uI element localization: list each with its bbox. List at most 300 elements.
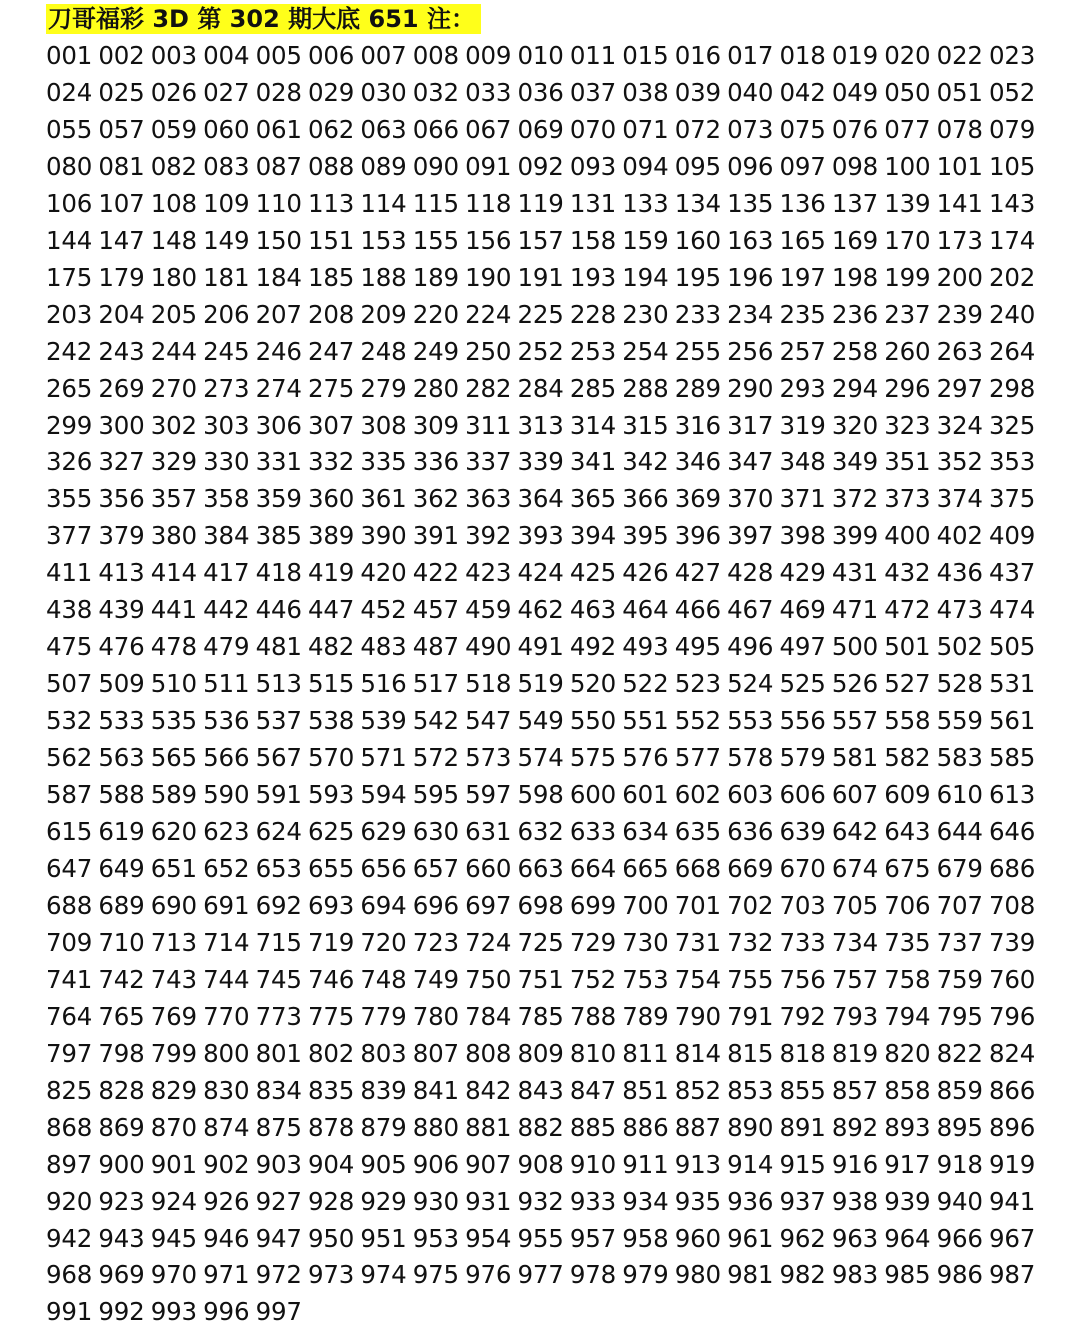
lottery-number: 734 bbox=[831, 927, 879, 957]
lottery-number: 139 bbox=[884, 188, 931, 218]
lottery-number: 643 bbox=[884, 817, 931, 847]
lottery-number: 264 bbox=[989, 336, 1036, 366]
lottery-number: 551 bbox=[622, 706, 669, 736]
number-row bbox=[46, 112, 1046, 149]
lottery-number: 902 bbox=[203, 1149, 250, 1179]
lottery-number: 562 bbox=[46, 743, 93, 773]
lottery-number: 601 bbox=[622, 780, 669, 810]
lottery-number: 743 bbox=[150, 964, 197, 994]
number-row bbox=[46, 1294, 1046, 1331]
lottery-number: 017 bbox=[727, 41, 774, 70]
lottery-number: 155 bbox=[412, 225, 459, 255]
lottery-number: 006 bbox=[307, 41, 355, 70]
lottery-number: 284 bbox=[517, 373, 564, 403]
lottery-number: 464 bbox=[622, 595, 669, 625]
lottery-number: 691 bbox=[203, 890, 250, 920]
lottery-number: 194 bbox=[622, 262, 669, 292]
lottery-number: 571 bbox=[360, 743, 407, 773]
lottery-number: 731 bbox=[674, 927, 721, 957]
lottery-number: 113 bbox=[307, 188, 355, 218]
lottery-number: 696 bbox=[412, 890, 459, 920]
lottery-number: 496 bbox=[727, 632, 774, 662]
lottery-number: 426 bbox=[622, 558, 669, 588]
lottery-number: 955 bbox=[517, 1223, 564, 1253]
lottery-number: 491 bbox=[517, 632, 564, 662]
lottery-number: 236 bbox=[831, 299, 879, 329]
lottery-number: 943 bbox=[98, 1223, 145, 1253]
number-row bbox=[46, 851, 1046, 888]
lottery-number: 527 bbox=[884, 669, 931, 699]
lottery-number: 269 bbox=[98, 373, 145, 403]
lottery-number: 188 bbox=[360, 262, 407, 292]
lottery-number: 033 bbox=[465, 77, 512, 107]
lottery-number: 765 bbox=[98, 1001, 145, 1031]
lottery-number: 391 bbox=[412, 521, 459, 551]
lottery-number: 646 bbox=[989, 817, 1036, 847]
number-row bbox=[46, 334, 1046, 371]
lottery-number: 175 bbox=[46, 262, 93, 292]
lottery-number: 402 bbox=[936, 521, 983, 551]
lottery-number: 725 bbox=[517, 927, 564, 957]
lottery-number: 317 bbox=[727, 410, 774, 440]
lottery-number: 576 bbox=[622, 743, 669, 773]
lottery-number: 330 bbox=[203, 447, 250, 477]
lottery-number: 061 bbox=[255, 114, 302, 144]
number-row bbox=[46, 999, 1046, 1036]
lottery-number: 595 bbox=[412, 780, 459, 810]
lottery-number: 950 bbox=[307, 1223, 355, 1253]
lottery-number: 803 bbox=[360, 1038, 407, 1068]
lottery-number: 273 bbox=[203, 373, 250, 403]
lottery-number: 613 bbox=[989, 780, 1036, 810]
lottery-number: 715 bbox=[255, 927, 302, 957]
lottery-number: 297 bbox=[936, 373, 983, 403]
lottery-number: 355 bbox=[46, 484, 93, 514]
lottery-number: 615 bbox=[46, 817, 93, 847]
lottery-number: 184 bbox=[255, 262, 302, 292]
lottery-number: 908 bbox=[517, 1149, 564, 1179]
lottery-number: 875 bbox=[255, 1112, 302, 1142]
lottery-number: 780 bbox=[412, 1001, 459, 1031]
lottery-number: 134 bbox=[674, 188, 721, 218]
lottery-number: 851 bbox=[622, 1075, 669, 1105]
lottery-number: 577 bbox=[674, 743, 721, 773]
lottery-number: 079 bbox=[989, 114, 1036, 144]
lottery-number: 796 bbox=[989, 1001, 1036, 1031]
lottery-number: 567 bbox=[255, 743, 302, 773]
lottery-number: 244 bbox=[150, 336, 197, 366]
lottery-number: 954 bbox=[465, 1223, 512, 1253]
lottery-number: 879 bbox=[360, 1112, 407, 1142]
lottery-number: 524 bbox=[727, 669, 774, 699]
lottery-number: 052 bbox=[989, 77, 1036, 107]
lottery-number: 256 bbox=[727, 336, 774, 366]
lottery-number: 400 bbox=[884, 521, 931, 551]
lottery-number: 651 bbox=[150, 853, 197, 883]
lottery-number: 764 bbox=[46, 1001, 93, 1031]
lottery-number: 656 bbox=[360, 853, 407, 883]
lottery-number: 609 bbox=[884, 780, 931, 810]
lottery-number: 274 bbox=[255, 373, 302, 403]
lottery-number: 290 bbox=[727, 373, 774, 403]
lottery-number: 509 bbox=[98, 669, 145, 699]
lottery-number: 588 bbox=[98, 780, 145, 810]
lottery-number: 985 bbox=[884, 1260, 931, 1290]
lottery-number: 598 bbox=[517, 780, 564, 810]
number-row bbox=[46, 223, 1046, 260]
lottery-number: 945 bbox=[150, 1223, 197, 1253]
lottery-number: 160 bbox=[674, 225, 721, 255]
lottery-number: 735 bbox=[884, 927, 931, 957]
lottery-number: 987 bbox=[989, 1260, 1036, 1290]
lottery-number: 101 bbox=[936, 151, 983, 181]
lottery-number: 930 bbox=[412, 1186, 459, 1216]
number-row bbox=[46, 888, 1046, 925]
lottery-number: 389 bbox=[307, 521, 355, 551]
lottery-number: 179 bbox=[98, 262, 145, 292]
lottery-number: 469 bbox=[779, 595, 826, 625]
lottery-number: 285 bbox=[569, 373, 617, 403]
lottery-number: 364 bbox=[517, 484, 564, 514]
lottery-number: 642 bbox=[831, 817, 879, 847]
lottery-number: 243 bbox=[98, 336, 145, 366]
lottery-number: 815 bbox=[727, 1038, 774, 1068]
lottery-number: 703 bbox=[779, 890, 826, 920]
lottery-number: 756 bbox=[779, 964, 826, 994]
lottery-number: 841 bbox=[412, 1075, 459, 1105]
lottery-number: 422 bbox=[412, 558, 459, 588]
lottery-number: 550 bbox=[569, 706, 617, 736]
lottery-number: 258 bbox=[831, 336, 879, 366]
lottery-number: 475 bbox=[46, 632, 93, 662]
lottery-number: 144 bbox=[46, 225, 93, 255]
lottery-number: 911 bbox=[622, 1149, 669, 1179]
lottery-number: 519 bbox=[517, 669, 564, 699]
lottery-number: 077 bbox=[884, 114, 931, 144]
lottery-number: 326 bbox=[46, 447, 93, 477]
lottery-number: 920 bbox=[46, 1186, 93, 1216]
lottery-number: 196 bbox=[727, 262, 774, 292]
lottery-number: 923 bbox=[98, 1186, 145, 1216]
lottery-number: 296 bbox=[884, 373, 931, 403]
lottery-number: 556 bbox=[779, 706, 826, 736]
lottery-number: 937 bbox=[779, 1186, 826, 1216]
lottery-number: 752 bbox=[569, 964, 617, 994]
lottery-number: 758 bbox=[884, 964, 931, 994]
lottery-number: 603 bbox=[727, 780, 774, 810]
number-row bbox=[46, 925, 1046, 962]
lottery-number: 574 bbox=[517, 743, 564, 773]
lottery-number: 076 bbox=[831, 114, 879, 144]
lottery-number: 536 bbox=[203, 706, 250, 736]
lottery-number: 374 bbox=[936, 484, 983, 514]
lottery-number: 639 bbox=[779, 817, 826, 847]
lottery-number: 025 bbox=[98, 77, 145, 107]
lottery-number: 914 bbox=[727, 1149, 774, 1179]
lottery-number: 409 bbox=[989, 521, 1036, 551]
lottery-number: 324 bbox=[936, 410, 983, 440]
lottery-number: 200 bbox=[936, 262, 983, 292]
lottery-number: 351 bbox=[884, 447, 931, 477]
lottery-number: 207 bbox=[255, 299, 302, 329]
lottery-number: 619 bbox=[98, 817, 145, 847]
lottery-number: 708 bbox=[989, 890, 1036, 920]
lottery-number: 208 bbox=[307, 299, 355, 329]
lottery-number: 195 bbox=[674, 262, 721, 292]
lottery-number: 087 bbox=[255, 151, 302, 181]
lottery-number: 590 bbox=[203, 780, 250, 810]
lottery-number: 693 bbox=[307, 890, 355, 920]
lottery-number: 940 bbox=[936, 1186, 983, 1216]
lottery-number: 866 bbox=[989, 1075, 1036, 1105]
lottery-number: 907 bbox=[465, 1149, 512, 1179]
lottery-number: 023 bbox=[989, 41, 1036, 70]
lottery-number: 293 bbox=[779, 373, 826, 403]
lottery-number: 352 bbox=[936, 447, 983, 477]
lottery-number: 523 bbox=[674, 669, 721, 699]
lottery-number: 356 bbox=[98, 484, 145, 514]
lottery-number: 446 bbox=[255, 595, 302, 625]
lottery-number: 663 bbox=[517, 853, 564, 883]
lottery-number: 423 bbox=[465, 558, 512, 588]
lottery-number: 096 bbox=[727, 151, 774, 181]
lottery-number: 073 bbox=[727, 114, 774, 144]
number-row bbox=[46, 1147, 1046, 1184]
lottery-number: 573 bbox=[465, 743, 512, 773]
lottery-number: 246 bbox=[255, 336, 302, 366]
number-row bbox=[46, 666, 1046, 703]
lottery-number: 931 bbox=[465, 1186, 512, 1216]
lottery-number: 868 bbox=[46, 1112, 93, 1142]
lottery-number: 669 bbox=[727, 853, 774, 883]
lottery-number: 427 bbox=[674, 558, 721, 588]
lottery-number: 191 bbox=[517, 262, 564, 292]
lottery-number: 279 bbox=[360, 373, 407, 403]
lottery-number: 224 bbox=[465, 299, 512, 329]
lottery-number: 225 bbox=[517, 299, 564, 329]
lottery-number: 174 bbox=[989, 225, 1036, 255]
number-row bbox=[46, 629, 1046, 666]
lottery-number: 001 bbox=[46, 41, 93, 70]
lottery-number: 797 bbox=[46, 1038, 93, 1068]
lottery-number: 510 bbox=[150, 669, 197, 699]
lottery-number: 996 bbox=[203, 1297, 250, 1327]
lottery-number: 199 bbox=[884, 262, 931, 292]
lottery-number: 917 bbox=[884, 1149, 931, 1179]
number-row bbox=[46, 1221, 1046, 1258]
lottery-number: 230 bbox=[622, 299, 669, 329]
lottery-number: 896 bbox=[989, 1112, 1036, 1142]
lottery-number: 589 bbox=[150, 780, 197, 810]
lottery-number: 993 bbox=[150, 1297, 197, 1327]
lottery-number: 170 bbox=[884, 225, 931, 255]
lottery-number: 106 bbox=[46, 188, 93, 218]
lottery-number: 198 bbox=[831, 262, 879, 292]
lottery-number: 163 bbox=[727, 225, 774, 255]
lottery-number: 119 bbox=[517, 188, 564, 218]
lottery-number: 916 bbox=[831, 1149, 879, 1179]
lottery-number: 852 bbox=[674, 1075, 721, 1105]
lottery-number: 147 bbox=[98, 225, 145, 255]
lottery-number: 818 bbox=[779, 1038, 826, 1068]
lottery-number: 425 bbox=[569, 558, 617, 588]
lottery-number: 190 bbox=[465, 262, 512, 292]
lottery-number: 439 bbox=[98, 595, 145, 625]
lottery-number: 365 bbox=[569, 484, 617, 514]
lottery-number: 835 bbox=[307, 1075, 355, 1105]
lottery-number: 976 bbox=[465, 1260, 512, 1290]
lottery-number: 003 bbox=[150, 41, 197, 70]
lottery-number: 935 bbox=[674, 1186, 721, 1216]
lottery-number: 570 bbox=[307, 743, 355, 773]
lottery-number: 369 bbox=[674, 484, 721, 514]
lottery-number: 689 bbox=[98, 890, 145, 920]
lottery-number: 928 bbox=[307, 1186, 355, 1216]
lottery-number: 180 bbox=[150, 262, 197, 292]
lottery-number: 557 bbox=[831, 706, 879, 736]
lottery-number: 810 bbox=[569, 1038, 617, 1068]
lottery-number: 690 bbox=[150, 890, 197, 920]
lottery-number: 270 bbox=[150, 373, 197, 403]
lottery-number: 240 bbox=[989, 299, 1036, 329]
lottery-number: 997 bbox=[255, 1297, 302, 1327]
lottery-number: 169 bbox=[831, 225, 879, 255]
lottery-number: 299 bbox=[46, 410, 93, 440]
lottery-number: 973 bbox=[307, 1260, 355, 1290]
lottery-number: 370 bbox=[727, 484, 774, 514]
lottery-number: 107 bbox=[98, 188, 145, 218]
lottery-number: 311 bbox=[465, 410, 512, 440]
lottery-number: 342 bbox=[622, 447, 669, 477]
lottery-number: 801 bbox=[255, 1038, 302, 1068]
lottery-number: 808 bbox=[465, 1038, 512, 1068]
lottery-number: 474 bbox=[989, 595, 1036, 625]
lottery-number: 071 bbox=[622, 114, 669, 144]
lottery-number: 675 bbox=[884, 853, 931, 883]
lottery-number: 539 bbox=[360, 706, 407, 736]
lottery-number: 362 bbox=[412, 484, 459, 514]
lottery-number: 552 bbox=[674, 706, 721, 736]
lottery-number: 906 bbox=[412, 1149, 459, 1179]
lottery-number: 754 bbox=[674, 964, 721, 994]
lottery-number: 336 bbox=[412, 447, 459, 477]
lottery-number: 578 bbox=[727, 743, 774, 773]
lottery-number: 185 bbox=[307, 262, 355, 292]
lottery-number: 934 bbox=[622, 1186, 669, 1216]
lottery-number: 070 bbox=[569, 114, 617, 144]
lottery-number: 265 bbox=[46, 373, 93, 403]
lottery-number: 750 bbox=[465, 964, 512, 994]
lottery-number: 349 bbox=[831, 447, 879, 477]
lottery-number: 623 bbox=[203, 817, 250, 847]
lottery-number: 078 bbox=[936, 114, 983, 144]
lottery-number: 069 bbox=[517, 114, 564, 144]
lottery-number: 967 bbox=[989, 1223, 1036, 1253]
lottery-number: 483 bbox=[360, 632, 407, 662]
number-row bbox=[46, 297, 1046, 334]
lottery-number: 419 bbox=[307, 558, 355, 588]
lottery-number: 235 bbox=[779, 299, 826, 329]
lottery-number: 706 bbox=[884, 890, 931, 920]
lottery-number: 413 bbox=[98, 558, 145, 588]
lottery-number: 133 bbox=[622, 188, 669, 218]
lottery-number: 759 bbox=[936, 964, 983, 994]
lottery-number: 202 bbox=[989, 262, 1036, 292]
lottery-number: 694 bbox=[360, 890, 407, 920]
lottery-number: 011 bbox=[569, 41, 617, 70]
lottery-number: 885 bbox=[569, 1112, 617, 1142]
lottery-number: 083 bbox=[203, 151, 250, 181]
lottery-number: 005 bbox=[255, 41, 302, 70]
lottery-number: 824 bbox=[989, 1038, 1036, 1068]
lottery-number: 829 bbox=[150, 1075, 197, 1105]
lottery-number: 507 bbox=[46, 669, 93, 699]
lottery-number: 915 bbox=[779, 1149, 826, 1179]
lottery-number: 393 bbox=[517, 521, 564, 551]
lottery-number: 165 bbox=[779, 225, 826, 255]
lottery-number: 093 bbox=[569, 151, 617, 181]
lottery-number: 263 bbox=[936, 336, 983, 366]
lottery-number: 963 bbox=[831, 1223, 879, 1253]
lottery-number: 926 bbox=[203, 1186, 250, 1216]
lottery-number: 497 bbox=[779, 632, 826, 662]
lottery-number: 097 bbox=[779, 151, 826, 181]
lottery-number: 233 bbox=[674, 299, 721, 329]
lottery-number: 686 bbox=[989, 853, 1036, 883]
lottery-number: 652 bbox=[203, 853, 250, 883]
lottery-number: 414 bbox=[150, 558, 197, 588]
lottery-number: 688 bbox=[46, 890, 93, 920]
lottery-number: 148 bbox=[150, 225, 197, 255]
lottery-number: 820 bbox=[884, 1038, 931, 1068]
lottery-number: 807 bbox=[412, 1038, 459, 1068]
lottery-number: 024 bbox=[46, 77, 93, 107]
lottery-number: 505 bbox=[989, 632, 1036, 662]
lottery-number: 563 bbox=[98, 743, 145, 773]
lottery-number: 903 bbox=[255, 1149, 302, 1179]
lottery-number: 858 bbox=[884, 1075, 931, 1105]
lottery-number: 479 bbox=[203, 632, 250, 662]
lottery-number: 115 bbox=[412, 188, 459, 218]
lottery-number: 255 bbox=[674, 336, 721, 366]
lottery-number: 910 bbox=[569, 1149, 617, 1179]
lottery-number: 308 bbox=[360, 410, 407, 440]
lottery-number: 157 bbox=[517, 225, 564, 255]
lottery-number: 890 bbox=[727, 1112, 774, 1142]
number-row bbox=[46, 371, 1046, 408]
lottery-number: 037 bbox=[569, 77, 617, 107]
lottery-number: 811 bbox=[622, 1038, 669, 1068]
lottery-number: 357 bbox=[150, 484, 197, 514]
lottery-number: 252 bbox=[517, 336, 564, 366]
lottery-number: 520 bbox=[569, 669, 617, 699]
lottery-number: 961 bbox=[727, 1223, 774, 1253]
lottery-number: 418 bbox=[255, 558, 302, 588]
lottery-number: 203 bbox=[46, 299, 93, 329]
lottery-number: 522 bbox=[622, 669, 669, 699]
lottery-number: 886 bbox=[622, 1112, 669, 1142]
lottery-number: 834 bbox=[255, 1075, 302, 1105]
lottery-number: 280 bbox=[412, 373, 459, 403]
lottery-number: 438 bbox=[46, 595, 93, 625]
document-page bbox=[46, 4, 1046, 1331]
lottery-number: 055 bbox=[46, 114, 93, 144]
lottery-number: 981 bbox=[727, 1260, 774, 1290]
lottery-number: 143 bbox=[989, 188, 1036, 218]
lottery-number: 692 bbox=[255, 890, 302, 920]
lottery-number: 895 bbox=[936, 1112, 983, 1142]
lottery-number: 288 bbox=[622, 373, 669, 403]
